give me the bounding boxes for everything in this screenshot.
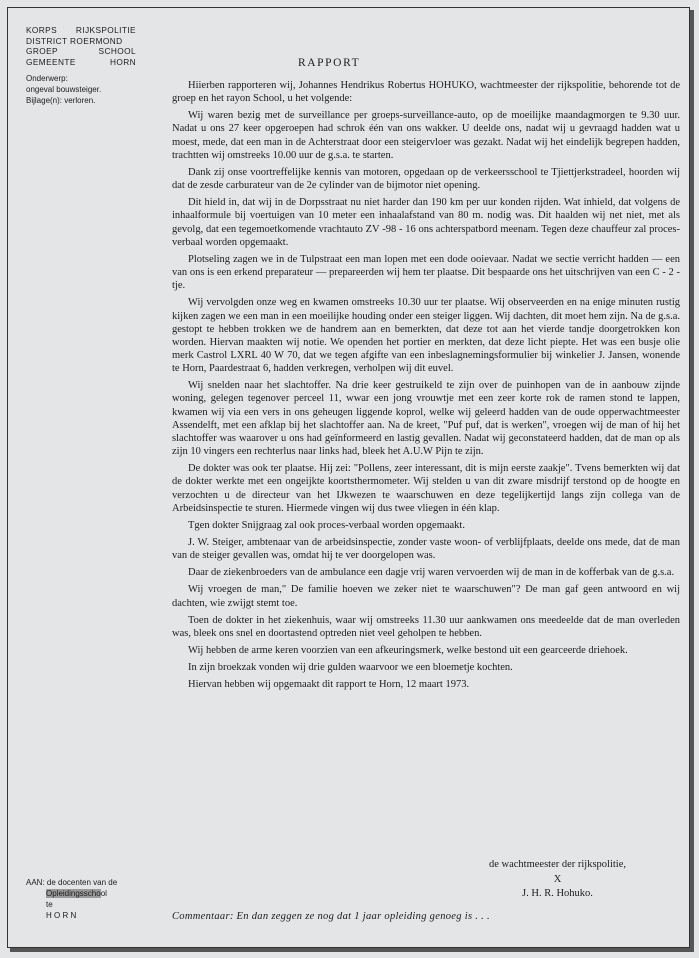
letterhead-text: DISTRICT ROERMOND [26, 35, 123, 46]
letterhead-text: GROEP [26, 46, 58, 56]
recipient-block [26, 877, 156, 921]
letterhead [26, 25, 136, 67]
report-paragraph: In zijn broekzak vonden wij drie gulden waarvoor we een bloemetje kochten. [188, 662, 513, 674]
report-paragraph: Dank zij onse voortreffelijke kennis van motoren, opgedaan op de verkeersschool te Tjiettjerkstradeel, hoorden wij dat de zesde carburateur van de 2e cylinder van de bijmotor niet opening. [172, 166, 680, 192]
letterhead-line [26, 36, 136, 47]
recipient-text: ol [100, 889, 107, 898]
page-shadow-right [690, 10, 694, 950]
letterhead-text: KORPS [26, 25, 58, 35]
page-shadow-bottom [10, 948, 694, 952]
report-paragraph: Plotseling zagen we in de Tulpstraat een man lopen met een dode ooievaar. Nadat we sectie verricht hadden — een van ons is een erkend preparateur — prepareerden wij hem ter plaatse. Dit bespaarde ons het uitschrijven van een C - 2 -tje. [172, 253, 680, 292]
report-paragraph: Toen de dokter in het ziekenhuis, waar wij omstreeks 11.30 uur aankwamen ons meedeelde dat de man overleden was, bleek ons snel en doortastend optreden niet veel geholpen te hebben. [172, 614, 680, 639]
subject-block [26, 73, 166, 106]
report-paragraph: Wij hebben de arme keren voorzien van een afkeuringsmerk, welke bestond uit een gearceerde driehoek. [188, 645, 628, 657]
signature-role: de wachtmeester der rijkspolitie, [488, 859, 627, 870]
comment-line: Commentaar: En dan zeggen ze nog dat 1 jaar opleiding genoeg is . . . [172, 911, 490, 922]
report-paragraph: Wij waren bezig met de surveillance per groeps-surveillance-auto, op de moeilijke maandagmorgen te 9.30 uur. Nadat u ons 27 keer opgeroepen had schrok één van ons wakker. U deelde ons, nadat wij u gevraagd hadden wat u moest, mede, dat een man in de Achterstraat door een steigervloer was gezakt. Nadat wij het eindelijk begrepen hadden, trachtten wij omstreeks 10.00 uur de g.s.a. te starten. [172, 110, 680, 161]
report-paragraph: Wij snelden naar het slachtoffer. Na drie keer gestruikeld te zijn over de puinhopen van de in aanbouw zijnde woning, gelegen tegenover perceel 11, wwar een jong vrouwtje met een zeer korte rok de ramen stond te lappen, kwamen wij via een vers in ons geheugen liggende koprol, welke wij geleerd hadden van de oude opperwachtmeester Assendelft, met een afklap bij het slachtoffer aan. Na de kreet, "Puf puf, dat is werken", vroegen wij de man of hij het slachtoffer was waarover u ons had geïnformeerd en lastig gevallen. Nadat wij geconstateerd hadden, dat de man op als zijn 10 vingers een rechterlus naar links had, bleek het A.U.W Pijn te zijn. [172, 380, 680, 458]
report-paragraph: Daar de ziekenbroeders van de ambulance een dagje vrij waren vervoerden wij de man in de kofferbak van de g.s.a. [188, 567, 675, 579]
subject-label: Onderwerp: [26, 74, 68, 83]
report-paragraph: Tgen dokter Snijgraag zal ook proces-verbaal worden opgemaakt. [188, 519, 465, 531]
letterhead-text: GEMEENTE [26, 56, 76, 67]
report-paragraph: Dit hield in, dat wij in de Dorpsstraat nu niet harder dan 190 km per uur konden rijden. Wat inhield, dat volgens de inhaalformule bij voertuigen van 10 meter een inhaalafstand van 80 m. nodig was. Dit haalden wij net niet, met als gevolg, dat een tegemoetkomende vrachtauto ZV -98 - 16 ons achterspatbord meenam. Tegen deze chauffeur zal proces-verbaal worden opgemaakt. [172, 197, 680, 248]
report-paragraph: Hiierben rapporteren wij, Johannes Hendrikus Robertus HOHUKO, wachtmeester der rijkspolitie, behorende tot de groep en het rayon School, u het volgende: [172, 80, 680, 105]
signature-block [440, 858, 675, 902]
letterhead-text: RIJKSPOLITIE [75, 25, 136, 35]
recipient-line: H O R N [46, 911, 77, 920]
highlighted-text: Opleidingsscho [46, 889, 101, 898]
letterhead-text: SCHOOL [98, 46, 136, 56]
letterhead-line [26, 25, 136, 36]
report-title: RAPPORT [298, 57, 361, 69]
attachments-line: Bijlage(n): verloren. [26, 96, 96, 105]
report-paragraph: J. W. Steiger, ambtenaar van de arbeidsinspectie, zonder vaste woon- of verblijfplaats, deelde ons mede, dat de man van de steiger gevallen was, omdat hij te ver doorgelopen was. [172, 537, 680, 562]
report-body [172, 79, 680, 696]
letterhead-line [26, 57, 136, 68]
report-paragraph: Wij vervolgden onze weg en kwamen omstreeks 10.30 uur ter plaatse. Wij observeerden en na enige minuten rustig kijken zagen we een man in een moeilijke houding onder een steiger liggen. Wij dachten, dit moet hem zijn. Na de g.s.a. gestopt te hebben trokken we de handrem aan en bemerkten, dat deze tot aan het vierde tandje doorgetrokken kon worden. Hiervan maakten wij notie. We openden het portier en merkten, dat deze licht piepte. Het was een busje olie merk Castrol LXRL 40 W 70, dat we tegen afgifte van een inbeslagnemingsformulier bij winkelier J. Jansen, wonende te Horn, Paardestraat 6, hadden verkregen, verholpen wij dit euvel. [172, 297, 680, 375]
recipient-line: AAN: de docenten van de [26, 878, 118, 887]
report-paragraph: De dokter was ook ter plaatse. Hij zei: "Pollens, zeer interessant, dit is mijn eerste zaakje". Tvens bemerkten wij dat de dokter werkte met een ongeijkte koortsthermometer. Wij stelden u van dit zware misdrijf terstond op de hoogte en verzochten u de directeur van het IJkwezen te waarschuwen en deze tegelijkertijd langs zijn collega van de Arbeidsinspectie te sturen. Hiermede vingen wij dus twee vliegen in één klap. [172, 463, 680, 514]
recipient-line [26, 888, 156, 899]
subject-value: ongeval bouwsteiger. [26, 85, 102, 94]
letterhead-text: HORN [109, 56, 136, 67]
recipient-line: te [46, 900, 53, 909]
signature-mark: X [553, 873, 562, 885]
letterhead-line [26, 46, 136, 57]
signature-name: J. H. R. Hohuko. [522, 888, 593, 899]
report-paragraph: Wij vroegen de man," De familie hoeven we zeker niet te waarschuwen"? De man gaf geen antwoord en wij dachten, wie zwijgt stemt toe. [172, 584, 680, 609]
report-paragraph: Hiervan hebben wij opgemaakt dit rapport te Horn, 12 maart 1973. [188, 679, 470, 691]
